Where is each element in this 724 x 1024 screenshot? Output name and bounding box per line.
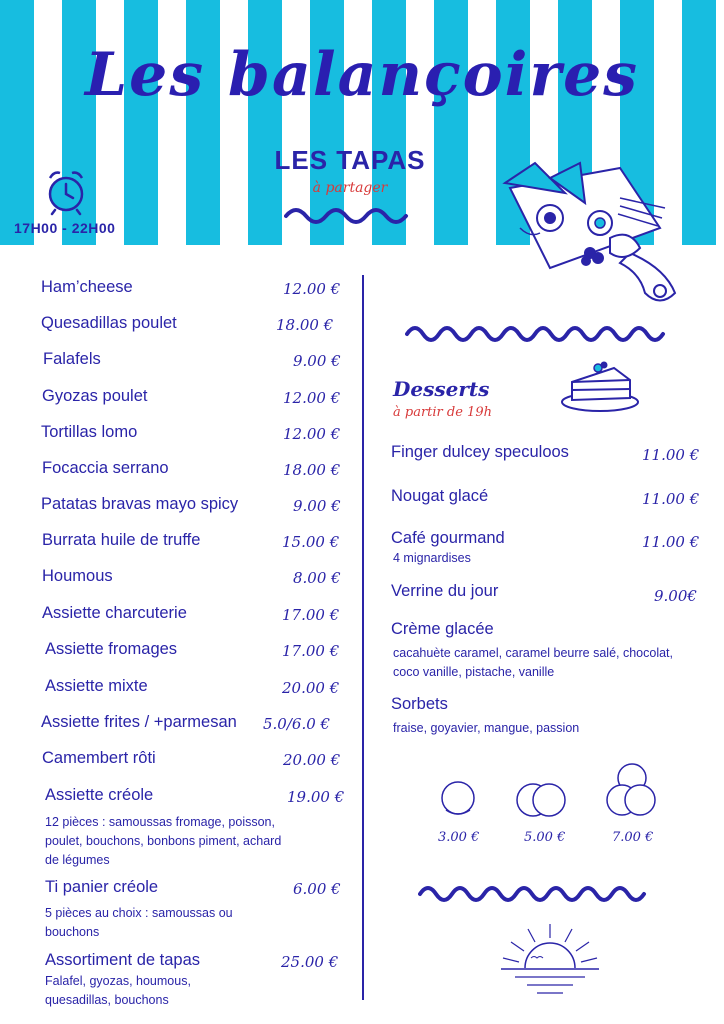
dessert-item-price: 11.00 € xyxy=(642,490,700,508)
dessert-item-description: 4 mignardises xyxy=(393,551,471,565)
cake-slice-icon xyxy=(558,358,643,414)
tapas-item-name: Ham’cheese xyxy=(41,278,133,296)
tapas-item-price: 6.00 € xyxy=(293,880,341,898)
tapas-item-name: Falafels xyxy=(43,350,101,368)
tapas-item-price: 18.00 € xyxy=(276,316,334,334)
three-scoops-icon xyxy=(602,762,662,822)
desserts-wave-bottom xyxy=(418,882,658,906)
tapas-item-name: Burrata huile de truffe xyxy=(42,531,201,549)
tapas-item-price: 17.00 € xyxy=(282,606,340,624)
tapas-item-description: 12 pièces : samoussas fromage, poisson, poulet, bouchons, bonbons piment, achard de légumes xyxy=(45,815,282,867)
menu-subtitle: LES TAPAS xyxy=(274,145,426,175)
restaurant-title: Les balançoires xyxy=(84,40,640,110)
desserts-wave-top xyxy=(405,322,677,346)
dessert-item-name: Nougat glacé xyxy=(391,487,489,505)
tapas-item-price: 5.0/6.0 € xyxy=(263,715,331,733)
tapas-item-name: Assortiment de tapas xyxy=(45,951,200,969)
tapas-item-name: Camembert rôti xyxy=(42,749,156,767)
tapas-item-name: Tortillas lomo xyxy=(41,423,138,441)
tapas-item-description: 5 pièces au choix : samoussas ou bouchons xyxy=(45,906,233,939)
tapas-item-price: 9.00 € xyxy=(293,497,341,515)
tapas-item-price: 17.00 € xyxy=(282,642,340,660)
dessert-item-price: 9.00€ xyxy=(654,587,697,605)
tapas-item-price: 25.00 € xyxy=(281,953,339,971)
alarm-clock-icon xyxy=(44,168,88,216)
tapas-item-name: Assiette frites / +parmesan xyxy=(41,713,237,731)
tapas-item-name: Assiette charcuterie xyxy=(42,604,187,622)
tapas-item-name: Assiette mixte xyxy=(45,677,148,695)
tapas-item-price: 12.00 € xyxy=(283,425,341,443)
tapas-item-price: 20.00 € xyxy=(283,751,341,769)
dessert-item-name: Crème glacée xyxy=(391,620,494,638)
tapas-item-price: 9.00 € xyxy=(293,352,341,370)
dessert-item-price: 11.00 € xyxy=(642,533,700,551)
tapas-item-price: 15.00 € xyxy=(282,533,340,551)
dessert-item-description: fraise, goyavier, mangue, passion xyxy=(393,721,580,735)
tapas-item-price: 12.00 € xyxy=(283,280,341,298)
tapas-item-name: Patatas bravas mayo spicy xyxy=(41,495,239,513)
tapas-item-price: 12.00 € xyxy=(283,389,341,407)
tapas-item-price: 19.00 € xyxy=(287,788,345,806)
tapas-item-name: Assiette créole xyxy=(45,786,154,804)
tapas-item-name: Houmous xyxy=(42,567,113,585)
one-scoop-icon xyxy=(438,780,478,820)
menu-subtitle-note: à partager xyxy=(312,180,388,196)
dessert-item-name: Verrine du jour xyxy=(391,582,499,600)
scoop-price: 3.00 € xyxy=(438,830,480,845)
scoop-price: 5.00 € xyxy=(524,830,566,845)
tapas-board-illustration xyxy=(490,158,685,308)
desserts-heading: Desserts xyxy=(393,377,490,401)
tapas-item-price: 20.00 € xyxy=(282,679,340,697)
opening-hours: 17H00 - 22H00 xyxy=(14,220,116,236)
header-wave-divider xyxy=(284,204,414,228)
dessert-item-name: Finger dulcey speculoos xyxy=(391,443,569,461)
tapas-item-name: Assiette fromages xyxy=(45,640,178,658)
column-divider xyxy=(362,275,364,1000)
desserts-subheading: à partir de 19h xyxy=(393,405,492,420)
tapas-item-name: Ti panier créole xyxy=(45,878,159,896)
dessert-item-description: cacahuète caramel, caramel beurre salé, chocolat, coco vanille, pistache, vanille xyxy=(393,646,674,679)
tapas-item-description: Falafel, gyozas, houmous, quesadillas, bouchons xyxy=(45,974,191,1007)
two-scoops-icon xyxy=(513,778,569,822)
dessert-item-name: Sorbets xyxy=(391,695,448,713)
tapas-item-price: 18.00 € xyxy=(283,461,341,479)
scoop-price: 7.00 € xyxy=(612,830,654,845)
tapas-item-price: 8.00 € xyxy=(293,569,341,587)
tapas-item-name: Focaccia serrano xyxy=(42,459,169,477)
tapas-item-name: Quesadillas poulet xyxy=(41,314,177,332)
sunset-icon xyxy=(495,920,605,1005)
dessert-item-name: Café gourmand xyxy=(391,529,505,547)
dessert-item-price: 11.00 € xyxy=(642,446,700,464)
tapas-item-name: Gyozas poulet xyxy=(42,387,148,405)
